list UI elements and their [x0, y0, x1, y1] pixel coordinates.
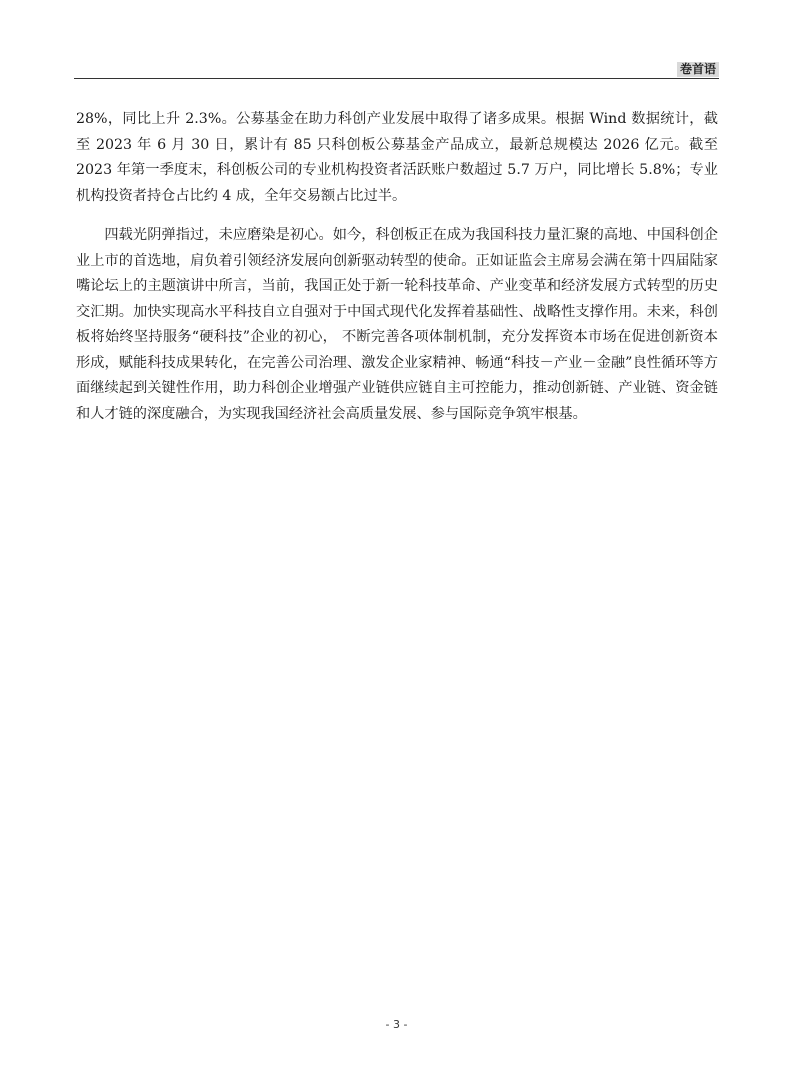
- section-tag: 卷首语: [677, 62, 719, 77]
- header-divider: [74, 78, 719, 79]
- paragraph-conclusion: 四载光阴弹指过，未应磨染是初心。如今，科创板正在成为我国科技力量汇聚的高地、中国科创企业上市的首选地，肩负着引领经济发展向创新驱动转型的使命。正如证监会主席易会满在第十四届陆家嘴论坛上的主题演讲中所言，当前，我国正处于新一轮科技革命、产业变革和经济发展方式转型的历史交汇期。加快实现高水平科技自立自强对于中国式现代化发挥着基础性、战略性支撑作用。未来，科创板将始终坚持服务“硬科技”企业的初心， 不断完善各项体制机制，充分发挥资本市场在促进创新资本形成，赋能科技成果转化，在完善公司治理、激发企业家精神、畅通“科技－产业－金融”良性循环等方面继续起到关键性作用，助力科创企业增强产业链供应链自主可控能力，推动创新链、产业链、资金链和人才链的深度融合，为实现我国经济社会高质量发展、参与国际竞争筑牢根基。: [76, 227, 718, 422]
- page-number: - 3 -: [385, 1018, 408, 1031]
- paragraph-continued: 28%，同比上升 2.3%。公募基金在助力科创产业发展中取得了诸多成果。根据 Wind 数据统计，截至 2023 年 6 月 30 日，累计有 85 只科创板公募基金产品成立，最新总规模达 2026 亿元。截至 2023 年第一季度末，科创板公司的专业机构投资者活跃账户数超过 5.7 万户，同比增长 5.8%；专业机构投资者持仓占比约 4 成，全年交易额占比过半。: [76, 111, 718, 204]
- article-body: [76, 107, 718, 427]
